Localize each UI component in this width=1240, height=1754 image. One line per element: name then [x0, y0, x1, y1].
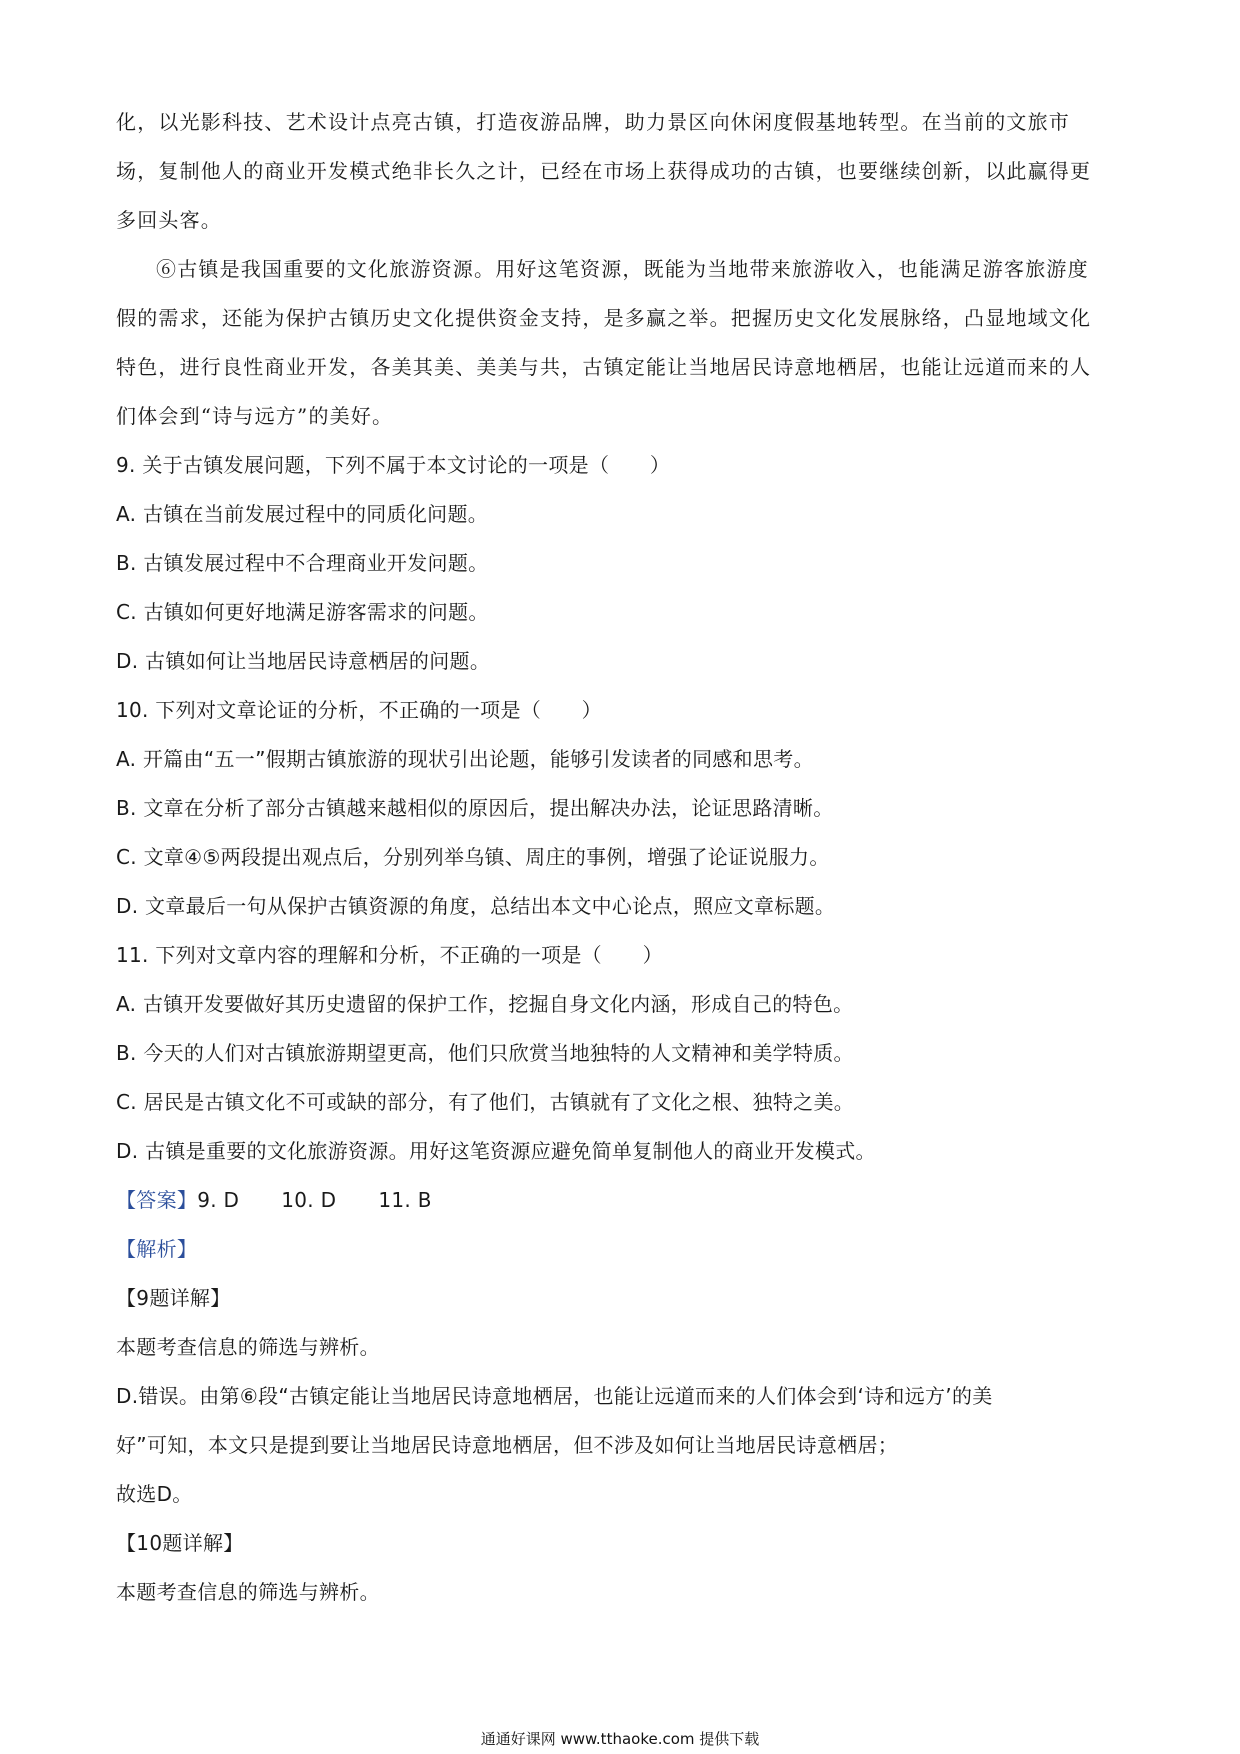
passage-line: 们体会到“诗与远方”的美好。	[116, 404, 394, 428]
q9-analysis-conclusion: 故选D。	[116, 1482, 193, 1506]
option-b: B. 文章在分析了部分古镇越来越相似的原因后，提出解决办法，论证思路清晰。	[116, 796, 834, 820]
answer-item: 10. D	[281, 1188, 337, 1212]
answer-line	[116, 1176, 1126, 1225]
passage-paragraph-5	[116, 98, 1126, 245]
passage-line: 假的需求，还能为保护古镇历史文化提供资金支持，是多赢之举。把握历史文化发展脉络，凸显地域文化	[116, 306, 1092, 330]
option-c: C. 古镇如何更好地满足游客需求的问题。	[116, 600, 489, 624]
q9-analysis-heading: 【9题详解】	[116, 1286, 231, 1310]
passage-line: 化，以光影科技、艺术设计点亮古镇，打造夜游品牌，助力景区向休闲度假基地转型。在当前的文旅市	[116, 110, 1070, 134]
answer-item: 9. D	[197, 1188, 240, 1212]
passage-paragraph-6	[116, 245, 1126, 441]
question-stem: 11. 下列对文章内容的理解和分析，不正确的一项是（ ）	[116, 943, 663, 967]
option-c: C. 居民是古镇文化不可或缺的部分，有了他们，古镇就有了文化之根、独特之美。	[116, 1090, 855, 1114]
analysis-label: 【解析】	[116, 1237, 198, 1261]
q9-analysis-text: 好”可知，本文只是提到要让当地居民诗意地栖居，但不涉及如何让当地居民诗意栖居；	[116, 1433, 899, 1457]
option-d: D. 古镇如何让当地居民诗意栖居的问题。	[116, 649, 491, 673]
q9-analysis-intro: 本题考查信息的筛选与辨析。	[116, 1335, 380, 1359]
option-d: D. 文章最后一句从保护古镇资源的角度，总结出本文中心论点，照应文章标题。	[116, 894, 836, 918]
option-c: C. 文章④⑤两段提出观点后，分别列举乌镇、周庄的事例，增强了论证说服力。	[116, 845, 830, 869]
q9-analysis-text: D.错误。由第⑥段“古镇定能让当地居民诗意地栖居，也能让远道而来的人们体会到‘诗和远方’的美	[116, 1384, 993, 1408]
question-stem: 10. 下列对文章论证的分析，不正确的一项是（ ）	[116, 698, 602, 722]
q10-analysis-heading: 【10题详解】	[116, 1531, 244, 1555]
option-a: A. 古镇在当前发展过程中的同质化问题。	[116, 502, 489, 526]
answer-item: 11. B	[378, 1188, 432, 1212]
question-9	[116, 441, 1126, 686]
answer-label: 【答案】	[116, 1188, 198, 1212]
option-b: B. 今天的人们对古镇旅游期望更高，他们只欣赏当地独特的人文精神和美学特质。	[116, 1041, 854, 1065]
page-footer: 通通好课网 www.tthaoke.com 提供下载	[480, 1730, 760, 1748]
passage-line: 场，复制他人的商业开发模式绝非长久之计，已经在市场上获得成功的古镇，也要继续创新，以此赢得更	[116, 159, 1092, 183]
option-a: A. 古镇开发要做好其历史遗留的保护工作，挖掘自身文化内涵，形成自己的特色。	[116, 992, 854, 1016]
passage-line: ⑥古镇是我国重要的文化旅游资源。用好这笔资源，既能为当地带来旅游收入，也能满足游客旅游度	[156, 257, 1089, 281]
page-content	[116, 98, 1126, 1617]
question-10	[116, 686, 1126, 931]
option-a: A. 开篇由“五一”假期古镇旅游的现状引出论题，能够引发读者的同感和思考。	[116, 747, 814, 771]
passage-line: 多回头客。	[116, 208, 222, 232]
option-d: D. 古镇是重要的文化旅游资源。用好这笔资源应避免简单复制他人的商业开发模式。	[116, 1139, 876, 1163]
option-b: B. 古镇发展过程中不合理商业开发问题。	[116, 551, 489, 575]
question-stem: 9. 关于古镇发展问题，下列不属于本文讨论的一项是（ ）	[116, 453, 671, 477]
question-11	[116, 931, 1126, 1176]
q10-analysis-intro: 本题考查信息的筛选与辨析。	[116, 1580, 380, 1604]
passage-line: 特色，进行良性商业开发，各美其美、美美与共，古镇定能让当地居民诗意地栖居，也能让远道而来的人	[116, 355, 1092, 379]
